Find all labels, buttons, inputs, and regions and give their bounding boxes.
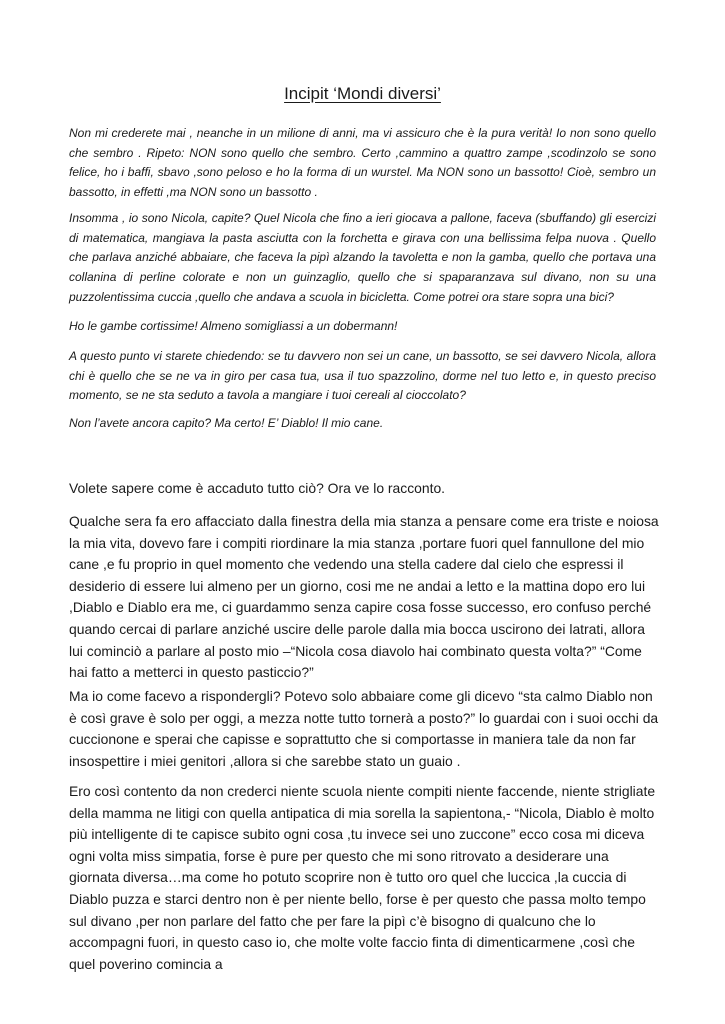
story-paragraph-1: Volete sapere come è accaduto tutto ciò? Ora ve lo racconto. — [69, 480, 446, 496]
incipit-paragraph-4: A questo punto vi starete chiedendo: se tu davvero non sei un cane, un bassotto, se sei davvero Nicola, allora chi è quello che se ne va in giro per casa tua, usa il tuo spazzolino, dorme nel tuo letto e, in questo preciso momento, se ne sta seduto a tavola a mangiare i tuoi cereali al cioccolato? — [69, 349, 656, 403]
incipit-paragraph-3: Ho le gambe cortissime! Almeno somigliassi a un dobermann! — [69, 319, 398, 333]
incipit-paragraph-5: Non l’avete ancora capito? Ma certo! E’ Diablo! Il mio cane. — [69, 416, 384, 430]
story-paragraph-4: Ero così contento da non crederci niente scuola niente compiti niente faccende, niente strigliate della mamma ne litigi con quella antipatica di mia sorella la sapientona,- “Nicola, Diablo è molto più intelligente di te capisce subito ogni cosa ,tu invece sei uno zuccone” ecco cosa mi diceva ogni volta miss simpatia, forse è pure per questo che mi sono ritrovato a desiderare una giornata diversa…ma come ho potuto scoprire non è tutto oro quel che luccica ,la cuccia di Diablo puzza e starci dentro non è per niente bello, forse è per questo che passa molto tempo sul divano ,per non parlare del fatto che per fare la pipì c’è bisogno di qualcuno che lo accompagni fuori, in questo caso io, che molte volte faccio finta di dimenticarmene ,così che quel poverino comincia a — [69, 783, 656, 972]
story-paragraph-3: Ma io come facevo a rispondergli? Potevo solo abbaiare come gli dicevo “sta calmo Diablo non è così grave è solo per oggi, a mezza notte tutto tornerà a posto?” lo guardai con i suoi occhi da cuccionone e sperai che capisse e soprattutto che si comportasse in maniera tale da non far insospettire i miei genitori ,allora si che sarebbe stato un guaio . — [69, 688, 659, 769]
incipit-paragraph-2: Insomma , io sono Nicola, capite? Quel Nicola che fino a ieri giocava a pallone, faceva (sbuffando) gli esercizi di matematica, mangiava la pasta asciutta con la forchetta e girava con una bellissima felpa nuova . Quello che parlava anziché abbaiare, che faceva la pipì alzando la tavoletta e non la gamba, quello che portava una collanina di perline colorate e non un guinzaglio, quello che si spaparanzava sul divano, non su una puzzolentissima cuccia ,quello che andava a scuola in bicicletta. Come potrei ora stare sopra una bici? — [69, 211, 656, 304]
document-title: Incipit ‘Mondi diversi’ — [284, 84, 441, 103]
story-paragraph-2: Qualche sera fa ero affacciato dalla finestra della mia stanza a pensare come era triste e noiosa la mia vita, dovevo fare i compiti riordinare la mia stanza ,portare fuori quel fannullone del mio cane ,e fu proprio in quel momento che vedendo una stella cadere dal cielo che espressi il desiderio di essere lui almeno per un giorno, cosi me ne andai a letto e la mattina dopo ero lui ,Diablo e Diablo era me, ci guardammo senza capire cosa fosse successo, ero confuso perché quando cercai di parlare anziché uscire delle parole dalla mia bocca uscirono dei latrati, allora lui cominciò a parlare al posto mio –“Nicola cosa diavolo hai combinato questa volta?” “Come hai fatto a metterci in questo pasticcio?” — [69, 513, 659, 681]
incipit-paragraph-1: Non mi crederete mai , neanche in un milione di anni, ma vi assicuro che è la pura verità! Io non sono quello che sembro . Ripeto: NON sono quello che sembro. Certo ,cammino a quattro zampe ,scodinzolo se sono felice, ho i baffi, sbavo ,sono peloso e ho la forma di un wurstel. Ma NON sono un bassotto! Cioè, sembro un bassotto, in effetti ,ma NON sono un bassotto . — [69, 126, 656, 200]
